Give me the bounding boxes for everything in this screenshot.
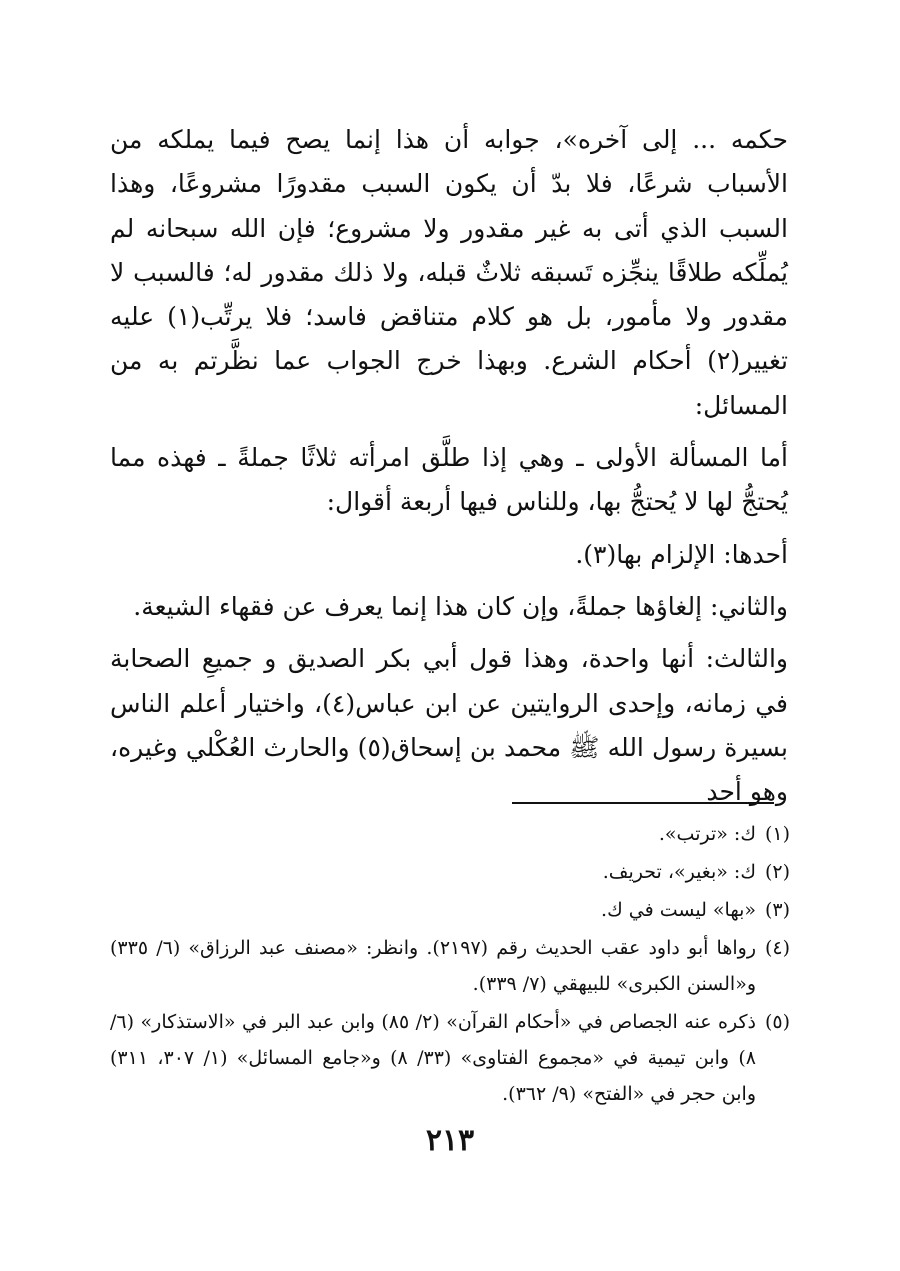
footnote-separator xyxy=(512,802,774,804)
paragraph-1: حكمه ... إلى آخره»، جوابه أن هذا إنما يصح فيما يملكه من الأسباب شرعًا، فلا بدّ أن يكون السبب مقدورًا مشروعًا، وهذا السبب الذي أتى به غير مقدور ولا مشروع؛ فإن الله سبحانه لم يُملِّكه طلاقًا ينجِّزه تَسبقه ثلاثٌ قبله، ولا ذلك مقدور له؛ فالسبب لا مقدور ولا مأمور، بل هو كلام متناقض فاسد؛ فلا يرتِّب(١) عليه تغيير(٢) أحكام الشرع. وبهذا خرج الجواب عما نظَّرتم به من المسائل: xyxy=(110,125,789,420)
paragraph-3: أحدها: الإلزام بها(٣). xyxy=(575,539,788,569)
footnote-text: رواها أبو داود عقب الحديث رقم (٢١٩٧). وانظر: «مصنف عبد الرزاق» (٦/ ٣٣٥) و«السنن الكبرى» للبيهقي (٧/ ٣٣٩). xyxy=(110,937,756,995)
paragraph-5: والثالث: أنها واحدة، وهذا قول أبي بكر الصديق و جميعِ الصحابة في زمانه، وإحدى الروايتين عن ابن عباس(٤)، واختيار أعلم الناس بسيرة رسول الله ﷺ محمد بن إسحاق(٥) والحارث العُكْلي وغيره، وهو أحد xyxy=(110,644,789,807)
footnote xyxy=(110,854,790,890)
footnote-text: «بها» ليست في ك. xyxy=(601,899,756,921)
footnotes xyxy=(110,816,790,1114)
footnote-text: ك: «ترتب». xyxy=(658,823,756,845)
footnote xyxy=(110,930,790,1002)
paragraph-4: والثاني: إلغاؤها جملةً، وإن كان هذا إنما يعرف عن فقهاء الشيعة. xyxy=(133,591,788,621)
footnote xyxy=(110,892,790,928)
page-number: ٢١٣ xyxy=(425,1123,475,1158)
footnote-number: (٥) xyxy=(764,1011,790,1033)
footnote xyxy=(110,816,790,852)
footnote-number: (١) xyxy=(764,823,790,845)
footnote xyxy=(110,1004,790,1112)
footnote-text: ك: «بغير»، تحريف. xyxy=(602,861,756,883)
footnote-text: ذكره عنه الجصاص في «أحكام القرآن» (٢/ ٨٥) وابن عبد البر في «الاستذكار» (٦/ ٨) وابن تيمية في «مجموع الفتاوى» (٣٣/ ٨) و«جامع المسائل» (١/ ٣٠٧، ٣١١) وابن حجر في «الفتح» (٩/ ٣٦٢). xyxy=(110,1011,756,1105)
footnote-number: (٣) xyxy=(764,899,790,921)
paragraph-2: أما المسألة الأولى ـ وهي إذا طلَّق امرأته ثلاثًا جملةً ـ فهذه مما يُحتجُّ لها لا يُحتجُّ بها، وللناس فيها أربعة أقوال: xyxy=(110,443,788,517)
main-text xyxy=(110,118,788,822)
footnote-number: (٢) xyxy=(764,861,790,883)
footnote-number: (٤) xyxy=(764,937,790,959)
